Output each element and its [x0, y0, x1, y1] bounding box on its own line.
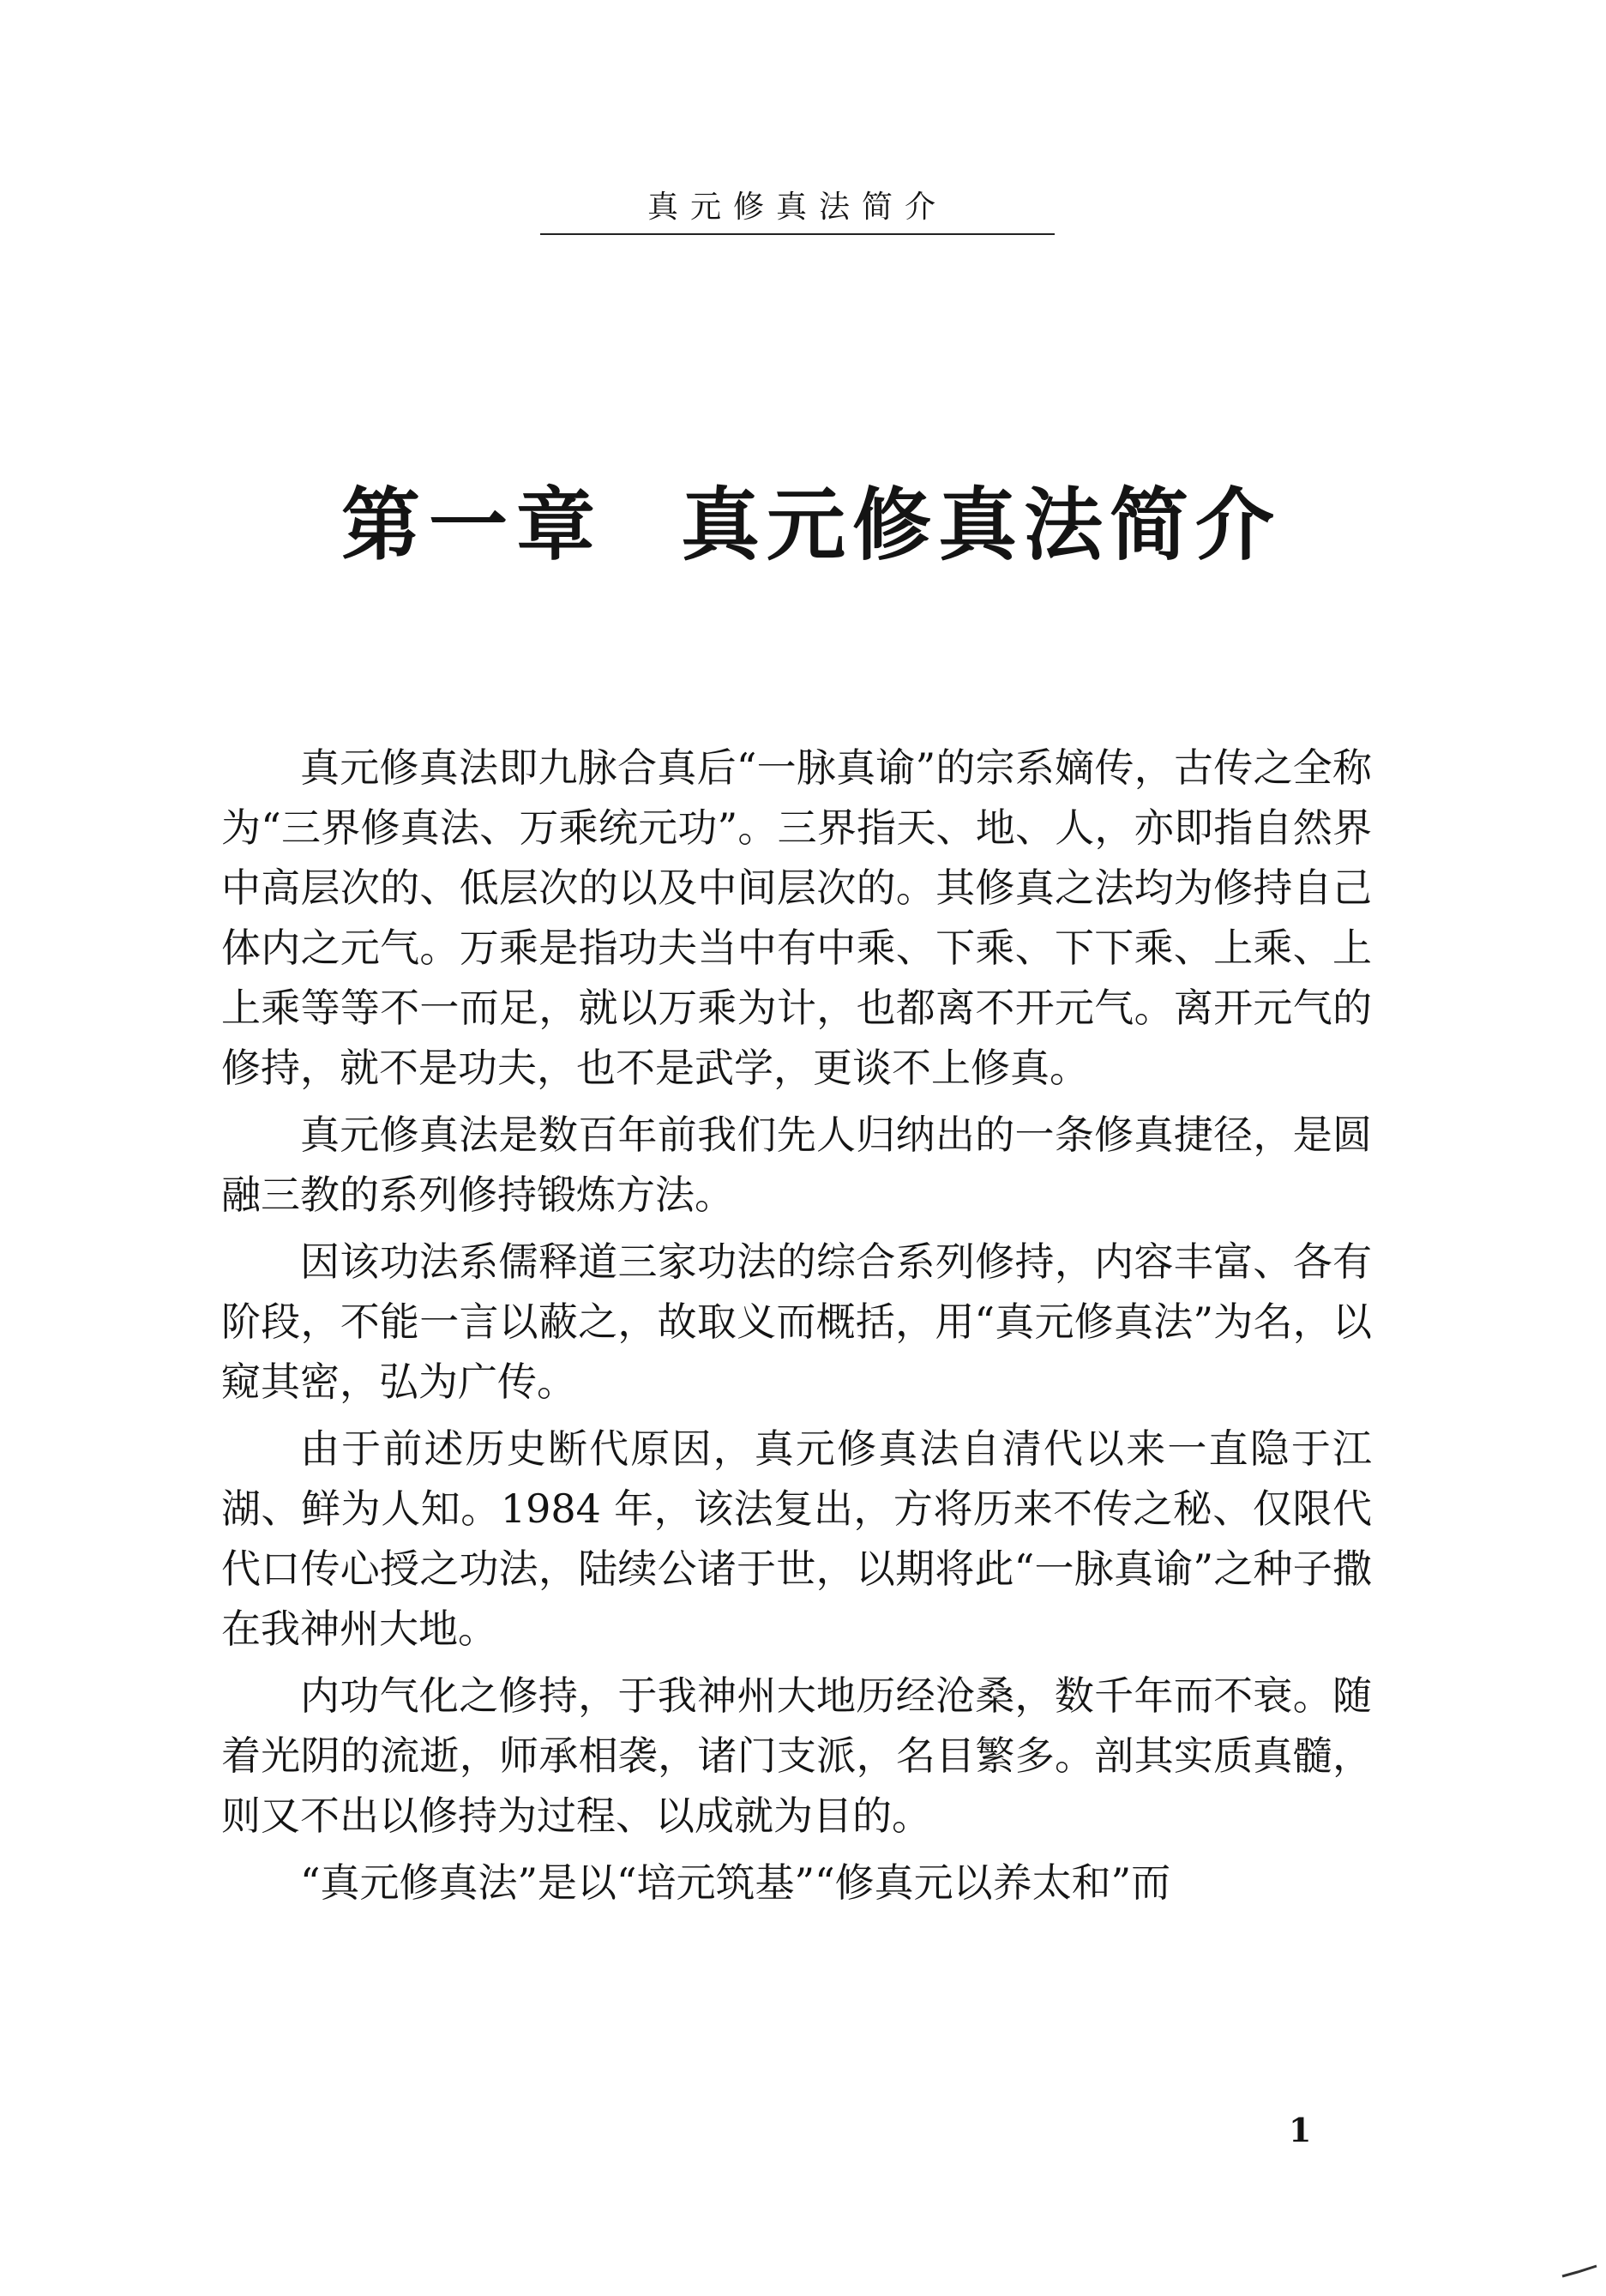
paragraph: 因该功法系儒释道三家功法的综合系列修持，内容丰富、各有阶段，不能一言以蔽之，故取义而概括，用“真元修真法”为名，以窥其密，弘为广传。 [221, 1238, 1372, 1405]
header-rule [540, 233, 1055, 235]
paragraph: 真元修真法是数百年前我们先人归纳出的一条修真捷径，是圆融三教的系列修持锻炼方法。 [221, 1112, 1372, 1218]
scan-mark [1561, 2264, 1598, 2278]
paragraph: 内功气化之修持，于我神州大地历经沧桑，数千年而不衰。随着光阴的流逝，师承相袭，诸门支派，名目繁多。剖其实质真髓，则又不出以修持为过程、以成就为目的。 [221, 1672, 1372, 1839]
chapter-title: 真元修真法简介 [681, 479, 1282, 571]
chapter-heading [341, 473, 1284, 576]
page-number: 1 [1289, 2111, 1312, 2149]
paragraph: 真元修真法即九脉合真后“一脉真谕”的宗系嫡传，古传之全称为“三界修真法、万乘统元功”。三界指天、地、人，亦即指自然界中高层次的、低层次的以及中间层次的。其修真之法均为修持自己体内之元气。万乘是指功夫当中有中乘、下乘、下下乘、上乘、上上乘等等不一而足，就以万乘为计，也都离不开元气。离开元气的修持，就不是功夫，也不是武学，更谈不上修真。 [221, 744, 1372, 1091]
running-header: 真元修真法简介 [647, 190, 947, 225]
paragraph: 由于前述历史断代原因，真元修真法自清代以来一直隐于江湖、鲜为人知。1984 年，该法复出，方将历来不传之秘、仅限代代口传心授之功法，陆续公诸于世，以期将此“一脉真谕”之种子撒在我神州大地。 [221, 1425, 1372, 1652]
chapter-number: 第一章 [341, 479, 605, 571]
body-text [221, 738, 1372, 1919]
paragraph: “真元修真法”是以“培元筑基”“修真元以养太和”而 [300, 1859, 1171, 1906]
